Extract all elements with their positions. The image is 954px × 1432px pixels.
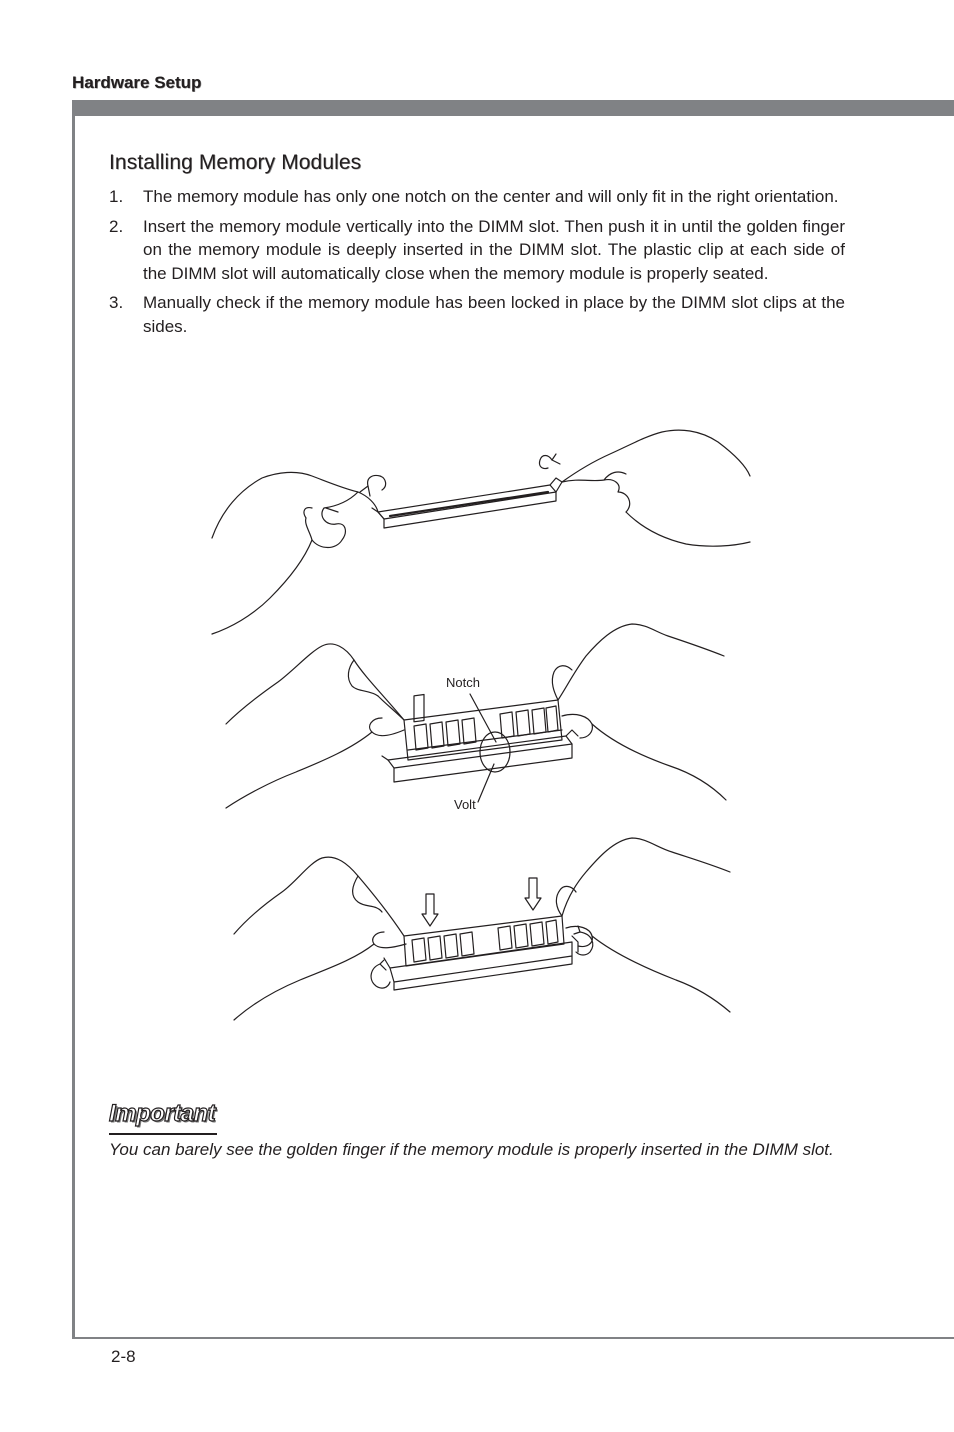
steps-list <box>109 185 845 344</box>
left-hand <box>234 857 406 1020</box>
volt-label: Volt <box>454 797 476 812</box>
step-item <box>109 291 845 338</box>
step-text: Manually check if the memory module has been locked in place by the DIMM slot clips at the sides. <box>143 293 845 336</box>
right-hand <box>562 430 750 546</box>
left-hand <box>212 472 378 634</box>
step-item <box>109 215 845 286</box>
step-item <box>109 185 845 209</box>
panel-align-module <box>226 624 726 808</box>
page-number: 2-8 <box>111 1347 136 1366</box>
panel-press-module <box>234 838 730 1020</box>
memory-install-illustration <box>200 420 760 1030</box>
rotate-arrow-icon <box>539 454 560 469</box>
important-note: You can barely see the golden finger if the memory module is properly inserted in the DIMM slot. <box>109 1140 834 1159</box>
down-arrow-icon <box>422 894 438 926</box>
important-underline <box>109 1133 217 1135</box>
header-bar <box>72 100 954 116</box>
important-heading: Important <box>109 1100 216 1127</box>
left-rule <box>72 116 75 1339</box>
notch-label: Notch <box>446 675 480 690</box>
header-title: Hardware Setup <box>72 73 202 92</box>
bottom-rule <box>72 1337 954 1339</box>
memory-module <box>404 695 562 760</box>
rotate-arrow-icon <box>360 475 386 496</box>
right-hand <box>556 838 730 1012</box>
step-number: 3. <box>109 293 124 312</box>
step-text: Insert the memory module vertically into the DIMM slot. Then push it in until the golden finger on the memory module is deeply inserted in the DIMM slot. The plastic clip at each side of the DIMM slot will automatically close when the memory module is properly seated. <box>143 216 845 283</box>
dimm-slot <box>372 478 562 528</box>
right-hand <box>552 624 726 800</box>
section-title: Installing Memory Modules <box>109 151 362 174</box>
step-number: 2. <box>109 216 124 236</box>
down-arrow-icon <box>525 878 541 910</box>
panel-open-clips <box>212 430 750 634</box>
step-text: The memory module has only one notch on the center and will only fit in the right orientation. <box>143 187 839 206</box>
step-number: 1. <box>109 187 124 206</box>
left-hand <box>226 644 404 808</box>
